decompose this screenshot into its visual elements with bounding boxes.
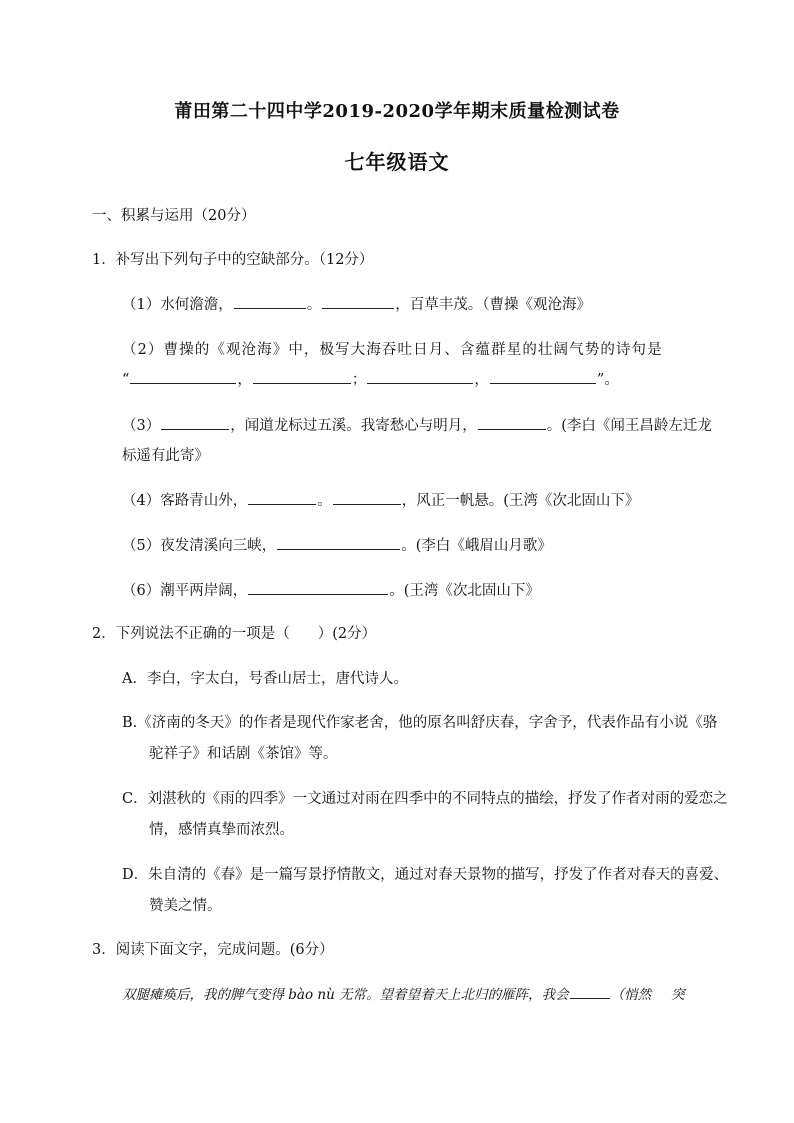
answer-blank[interactable] (161, 415, 229, 430)
q1-item-3-text-b: ，闻道龙标过五溪。我寄愁心与明月， (230, 418, 477, 434)
q1-item-4 (122, 490, 639, 511)
q1-item-5-text-b: 。(李白《峨眉山月歌》 (401, 538, 552, 554)
answer-blank[interactable] (490, 369, 596, 384)
close-quote: ”。 (596, 372, 619, 388)
q1-item-4-text-a: （4）客路青山外， (122, 493, 248, 509)
answer-blank[interactable] (570, 984, 610, 999)
q1-item-4-text-b: 。 (317, 493, 332, 509)
exam-subtitle: 七年级语文 (344, 150, 450, 174)
sep: ， (474, 372, 489, 388)
q1-item-1-text-b: 。 (306, 297, 322, 313)
q2-option-d-line-2: 赞美之情。 (149, 898, 222, 914)
q1-item-1 (122, 294, 591, 315)
question-2-stem-a: 2．下列说法不正确的一项是（ (92, 626, 290, 642)
reading-text-b: （悄然 (610, 987, 652, 1003)
q1-item-5-text-a: （5）夜发清溪向三峡， (122, 538, 277, 554)
q1-item-2-line-2 (122, 369, 619, 390)
answer-blank[interactable] (333, 490, 401, 505)
q1-item-6-text-b: 。(王湾《次北固山下》 (389, 583, 540, 599)
answer-blank[interactable] (234, 294, 306, 309)
answer-blank[interactable] (248, 580, 388, 595)
answer-blank[interactable] (130, 369, 236, 384)
question-2-stem-b: ）(2分） (317, 626, 377, 642)
q2-option-b-line-1[interactable]: B.《济南的冬天》的作者是现代作家老舍，他的原名叫舒庆春，字舍予，代表作品有小说《骆 (122, 715, 718, 731)
q1-item-3-text-a: （3） (122, 418, 161, 434)
q1-item-5 (122, 535, 552, 556)
q1-item-4-text-c: ，风正一帆悬。(王湾《次北固山下》 (401, 493, 640, 509)
q1-item-3-text-c: 。(李白《闻王昌龄左迁龙 (546, 418, 712, 434)
open-quote: “ (122, 372, 130, 388)
q2-option-c-line-1[interactable]: C．刘湛秋的《雨的四季》一文通过对雨在四季中的不同特点的描绘，抒发了作者对雨的爱恋之 (122, 791, 728, 807)
answer-blank[interactable] (478, 415, 546, 430)
answer-blank[interactable] (277, 535, 400, 550)
q1-item-1-text-a: （1）水何澹澹， (122, 297, 233, 313)
answer-blank[interactable] (367, 369, 473, 384)
q1-item-6 (122, 580, 540, 601)
answer-blank[interactable] (253, 369, 351, 384)
exam-title: 莆田第二十四中学2019-2020学年期末质量检测试卷 (174, 101, 620, 122)
reading-text-c: 突 (671, 987, 685, 1003)
section-heading: 一、积累与运用（20分） (92, 208, 256, 224)
reading-text-a: 双腿瘫痪后，我的脾气变得 bào nù 无常。望着望着天上北归的雁阵，我会 (122, 987, 569, 1003)
question-2-stem (92, 624, 376, 644)
answer-blank[interactable] (322, 294, 394, 309)
q2-option-c-line-2: 情，感情真挚而浓烈。 (149, 822, 294, 838)
question-3-stem: 3．阅读下面文字，完成问题。(6分） (92, 942, 334, 958)
q1-item-1-text-c: ，百草丰茂。（曹操《观沧海》 (395, 297, 591, 313)
q2-option-b-line-2: 驼祥子》和话剧《茶馆》等。 (149, 746, 338, 762)
q1-item-3-line-2: 标遥有此寄》 (122, 448, 209, 464)
sep: ， (237, 372, 252, 388)
answer-blank[interactable] (248, 490, 316, 505)
q2-option-d-line-1[interactable]: D．朱自清的《春》是一篇写景抒情散文，通过对春天景物的描写，抒发了作者对春天的喜爱、 (122, 867, 729, 883)
q1-item-3-line-1 (122, 415, 712, 436)
reading-passage-line (122, 984, 685, 1005)
q2-option-a[interactable]: A．李白，字太白，号香山居士，唐代诗人。 (122, 671, 408, 687)
q1-item-6-text-a: （6）潮平两岸阔， (122, 583, 248, 599)
question-1-stem: 1．补写出下列句子中的空缺部分。（12分） (92, 252, 374, 268)
sep: ； (351, 372, 367, 388)
q1-item-2-line-1: （2）曹操的《观沧海》中，极写大海吞吐日月、含蕴群星的壮阔气势的诗句是 (122, 342, 663, 358)
